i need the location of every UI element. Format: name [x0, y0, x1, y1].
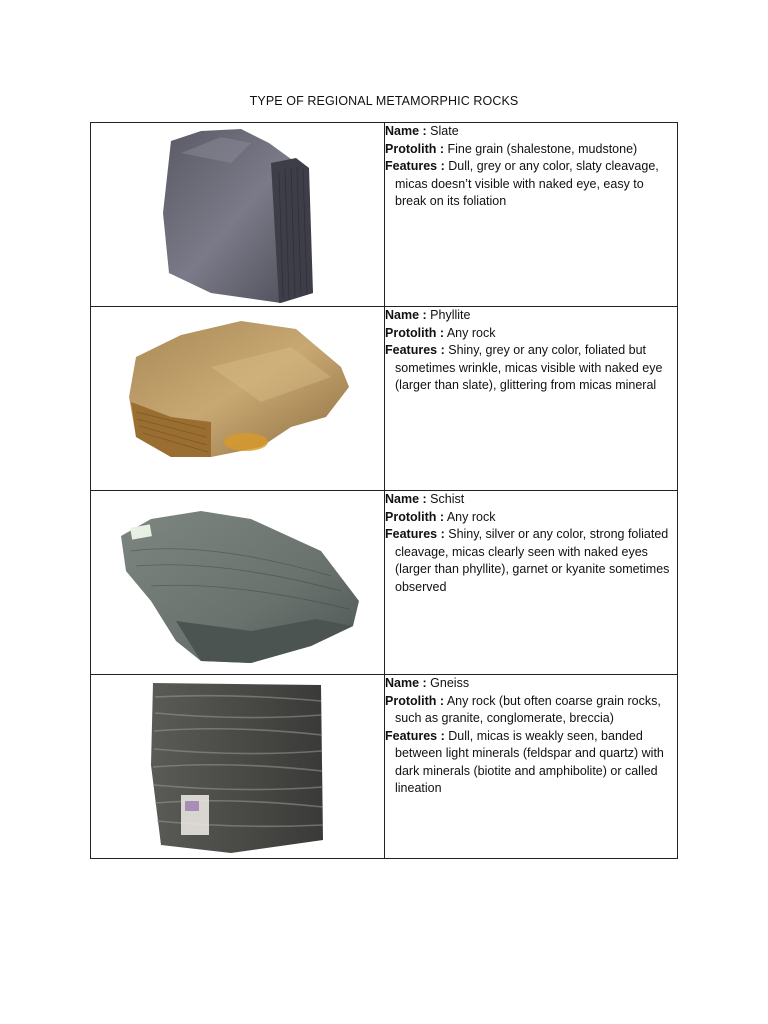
protolith-field: [385, 325, 677, 343]
features-field: [385, 728, 677, 798]
features-field: [385, 342, 677, 395]
description-cell: [385, 123, 678, 307]
schist-rock-photo: [91, 491, 384, 674]
protolith-label: Protolith :: [385, 693, 445, 708]
name-label: Name :: [385, 492, 427, 506]
description-cell: [385, 675, 678, 859]
protolith-label: Protolith :: [385, 509, 445, 524]
rock-features: Dull, grey or any color, slaty cleavage, micas doesn’t visible with naked eye, easy to break on its foliation: [395, 159, 659, 208]
features-label: Features :: [385, 728, 445, 743]
table-row: [91, 307, 678, 491]
protolith-field: [385, 509, 677, 527]
features-field: [385, 158, 677, 211]
features-label: Features :: [385, 527, 445, 541]
protolith-label: Protolith :: [385, 141, 445, 156]
page-title: TYPE OF REGIONAL METAMORPHIC ROCKS: [249, 94, 519, 108]
features-label: Features :: [385, 343, 445, 357]
name-label: Name :: [385, 676, 427, 690]
slate-rock-photo: [91, 123, 384, 306]
rock-table: [90, 122, 678, 859]
features-label: Features :: [385, 159, 445, 173]
name-field: [385, 307, 677, 325]
features-field: [385, 526, 677, 596]
rock-name: Phyllite: [430, 308, 471, 322]
image-cell: [91, 123, 385, 307]
rock-protolith: Any rock (but often coarse grain rocks, such as granite, conglomerate, breccia): [395, 693, 661, 725]
image-cell: [91, 675, 385, 859]
rock-protolith: Fine grain (shalestone, mudstone): [447, 141, 638, 156]
name-field: [385, 675, 677, 693]
rock-features: Dull, micas is weakly seen, banded between light minerals (feldspar and quartz) with dark minerals (biotite and amphibolite) or called lineation: [395, 728, 664, 795]
image-cell: [91, 491, 385, 675]
rock-name: Gneiss: [430, 676, 470, 690]
rock-name: Slate: [430, 124, 459, 138]
rock-features: Shiny, silver or any color, strong foliated cleavage, micas clearly seen with naked eyes (larger than phyllite), garnet or kyanite sometimes observed: [395, 527, 670, 594]
table-row: [91, 491, 678, 675]
description-cell: [385, 307, 678, 491]
description-cell: [385, 491, 678, 675]
rock-features: Shiny, grey or any color, foliated but sometimes wrinkle, micas visible with naked eye (larger than slate), glittering from micas mineral: [395, 343, 663, 392]
name-field: [385, 123, 677, 141]
name-label: Name :: [385, 124, 427, 138]
image-cell: [91, 307, 385, 491]
table-row: [91, 123, 678, 307]
rock-protolith: Any rock: [446, 509, 496, 524]
name-field: [385, 491, 677, 509]
protolith-label: Protolith :: [385, 325, 445, 340]
rock-protolith: Any rock: [446, 325, 496, 340]
gneiss-rock-photo: [91, 675, 384, 858]
rock-name: Schist: [430, 492, 465, 506]
table-row: [91, 675, 678, 859]
name-label: Name :: [385, 308, 427, 322]
phyllite-rock-photo: [91, 307, 384, 490]
protolith-field: [385, 693, 677, 728]
protolith-field: [385, 141, 677, 159]
